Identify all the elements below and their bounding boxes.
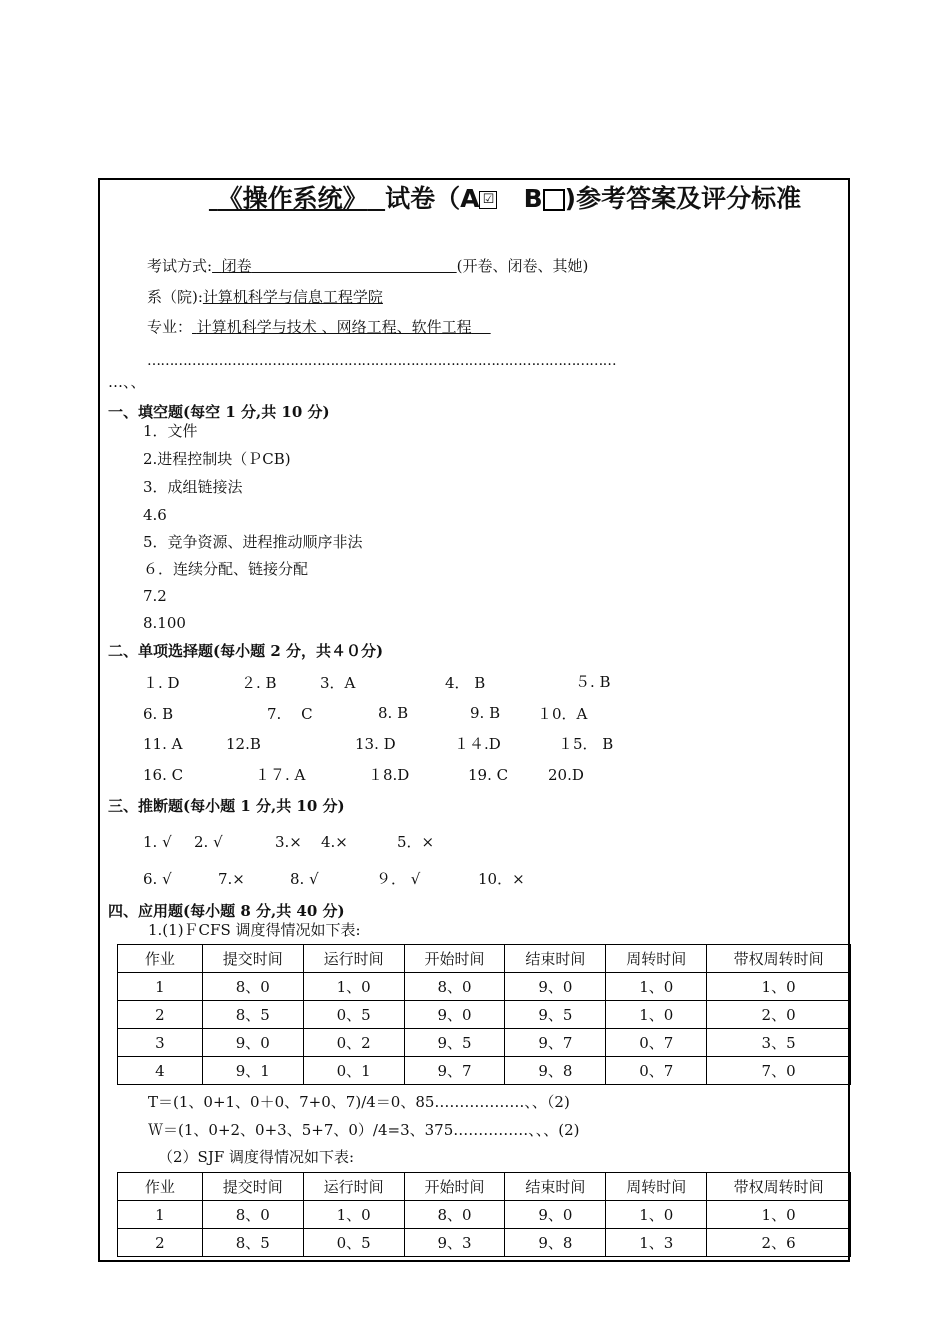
table-cell: 7、0: [707, 1057, 851, 1085]
paper-prefix: 试卷（A: [385, 184, 480, 213]
choice-answer: 16. C: [143, 766, 184, 784]
table-cell: 1、0: [606, 1201, 707, 1229]
department-line: [147, 288, 383, 306]
header-cell: 带权周转时间: [707, 945, 851, 973]
table-cell: 8、0: [202, 1201, 303, 1229]
table-cell: 1、0: [707, 1201, 851, 1229]
header-cell: 运行时间: [303, 945, 404, 973]
header-cell: 作业: [118, 1173, 203, 1201]
header-cell: 提交时间: [202, 1173, 303, 1201]
header-cell: 作业: [118, 945, 203, 973]
major-value: 计算机科学与技术 、网络工程、软件工程: [196, 318, 472, 336]
table-cell: 9、8: [505, 1057, 606, 1085]
choice-answer: ２. B: [241, 674, 277, 692]
q1-sjf-intro: （2）SJF 调度得情况如下表:: [158, 1148, 355, 1166]
table-cell: 4: [118, 1057, 203, 1085]
table-cell: 1、0: [606, 973, 707, 1001]
table-cell: 2、6: [707, 1229, 851, 1257]
table-cell: 8、5: [202, 1001, 303, 1029]
choice-answer: 19. C: [468, 766, 509, 784]
choice-answer: 20.D: [548, 766, 584, 784]
choice-answer: １0．A: [537, 705, 588, 723]
exam-method-value: 闭卷: [221, 257, 252, 275]
judge-answer: ９． √: [376, 870, 421, 888]
exam-method-line: [147, 257, 588, 275]
table-cell: 0、7: [606, 1029, 707, 1057]
fill-answer-4: 4.6: [143, 506, 167, 524]
table-row: [118, 973, 851, 1001]
table-cell: 9、7: [505, 1029, 606, 1057]
table-cell: 1、0: [707, 973, 851, 1001]
table-cell: 9、0: [505, 973, 606, 1001]
table-cell: 1: [118, 1201, 203, 1229]
fill-answer-2: 2.进程控制块（ＰCB): [143, 450, 291, 468]
table-cell: 1、3: [606, 1229, 707, 1257]
exam-method-options: (开卷、闭卷、其她): [456, 257, 589, 275]
choice-answer: 6. B: [143, 705, 174, 723]
table-cell: 9、1: [202, 1057, 303, 1085]
choice-answer: 12.B: [226, 735, 261, 753]
header-cell: 运行时间: [303, 1173, 404, 1201]
table-row: [118, 1201, 851, 1229]
fill-answer-5: 5．竞争资源、进程推动顺序非法: [143, 533, 363, 551]
table-cell: 9、0: [404, 1001, 505, 1029]
table-cell: 0、1: [303, 1057, 404, 1085]
header-cell: 周转时间: [606, 945, 707, 973]
judge-answer: 3.×: [275, 833, 302, 851]
table-cell: 8、5: [202, 1229, 303, 1257]
section4-heading: 四、应用题(每小题 8 分,共 40 分): [108, 902, 345, 920]
table-cell: 0、2: [303, 1029, 404, 1057]
table-cell: 2: [118, 1001, 203, 1029]
table-cell: 8、0: [202, 973, 303, 1001]
fill-answer-1: 1．文件: [143, 422, 198, 440]
section1-heading: 一、填空题(每空 1 分,共 10 分): [108, 403, 330, 421]
judge-answer: 7.×: [218, 870, 245, 888]
table-row: [118, 1001, 851, 1029]
table-cell: 9、5: [404, 1029, 505, 1057]
choice-answer: １8.D: [368, 766, 410, 784]
header-cell: 带权周转时间: [707, 1173, 851, 1201]
dotted-separator-tail: …、、: [108, 373, 146, 391]
table-cell: 9、8: [505, 1229, 606, 1257]
table-cell: 2: [118, 1229, 203, 1257]
judge-answer: 1. √: [143, 833, 172, 851]
table-cell: 1、0: [303, 973, 404, 1001]
table-cell: 9、0: [505, 1201, 606, 1229]
choice-answer: 3．A: [320, 674, 356, 692]
table-cell: 8、0: [404, 973, 505, 1001]
choice-answer: 11. A: [143, 735, 183, 753]
judge-answer: 8. √: [290, 870, 319, 888]
checkbox-a-checked-icon: ☑: [479, 191, 497, 209]
major-label: 专业：: [147, 318, 193, 336]
fill-answer-6: ６．连续分配、链接分配: [143, 560, 309, 578]
choice-answer: １４.D: [454, 735, 501, 753]
choice-answer: 9. B: [470, 704, 501, 722]
choice-answer: １5． B: [558, 735, 614, 753]
header-cell: 开始时间: [404, 945, 505, 973]
title-suffix: 参考答案及评分标准: [576, 184, 802, 213]
table-row: [118, 1029, 851, 1057]
table-cell: 3、5: [707, 1029, 851, 1057]
w-formula: Ｗ＝(1、0+2、0+3、5+7、0）/4=3、375……………、、、(2): [148, 1121, 580, 1139]
table-row: [118, 1057, 851, 1085]
choice-answer: 7. C: [267, 705, 313, 723]
header-cell: 结束时间: [505, 1173, 606, 1201]
course-name: 《操作系统》: [217, 184, 368, 213]
fcfs-table: [117, 944, 851, 1085]
table-cell: 1、0: [303, 1201, 404, 1229]
judge-answer: 6. √: [143, 870, 172, 888]
judge-answer: 5．×: [397, 833, 435, 851]
header-cell: 开始时间: [404, 1173, 505, 1201]
choice-answer: ５. B: [575, 673, 611, 691]
judge-answer: 4.×: [321, 833, 348, 851]
table-cell: 1: [118, 973, 203, 1001]
dotted-separator: ……………………………………………………………………………………………: [147, 353, 617, 369]
fill-answer-8: 8.100: [143, 614, 186, 632]
table-header-row: [118, 945, 851, 973]
q1-fcfs-intro: 1.(1)ＦCFS 调度得情况如下表:: [148, 921, 361, 939]
choice-answer: １７. A: [255, 766, 306, 784]
table-row: [118, 1229, 851, 1257]
table-cell: 0、7: [606, 1057, 707, 1085]
table-header-row: [118, 1173, 851, 1201]
sjf-table: [117, 1172, 851, 1257]
header-cell: 提交时间: [202, 945, 303, 973]
table-cell: 2、0: [707, 1001, 851, 1029]
paper-b-label: B: [523, 184, 543, 213]
header-cell: 周转时间: [606, 1173, 707, 1201]
table-cell: 3: [118, 1029, 203, 1057]
table-cell: 1、0: [606, 1001, 707, 1029]
section2-heading: 二、单项选择题(每小题 2 分，共４０分): [108, 642, 384, 660]
fill-answer-7: 7.2: [143, 587, 167, 605]
exam-method-label: 考试方式:: [147, 257, 213, 275]
page-title: 《操作系统》 试卷（A ☑ B )参考答案及评分标准: [217, 184, 802, 213]
judge-answer: 2. √: [194, 833, 223, 851]
major-line: [147, 318, 491, 336]
table-cell: 0、5: [303, 1001, 404, 1029]
choice-answer: 13. D: [355, 735, 396, 753]
choice-answer: 4． B: [445, 674, 486, 692]
header-cell: 结束时间: [505, 945, 606, 973]
table-cell: 9、3: [404, 1229, 505, 1257]
table-cell: 9、5: [505, 1001, 606, 1029]
t-formula: T＝(1、0+1、0＋0、7+0、7)/4＝0、85………………、、（2): [148, 1093, 570, 1111]
table-cell: 8、0: [404, 1201, 505, 1229]
table-cell: 0、5: [303, 1229, 404, 1257]
table-cell: 9、7: [404, 1057, 505, 1085]
choice-answer: 8. B: [378, 704, 409, 722]
table-cell: 9、0: [202, 1029, 303, 1057]
department-value: 计算机科学与信息工程学院: [202, 288, 383, 306]
checkbox-b-empty-icon: [543, 189, 565, 211]
department-label: 系（院):: [147, 288, 203, 306]
fill-answer-3: 3．成组链接法: [143, 478, 243, 496]
judge-answer: 10．×: [478, 870, 525, 888]
section3-heading: 三、推断题(每小题 1 分,共 10 分): [108, 797, 345, 815]
choice-answer: １. D: [143, 674, 180, 692]
